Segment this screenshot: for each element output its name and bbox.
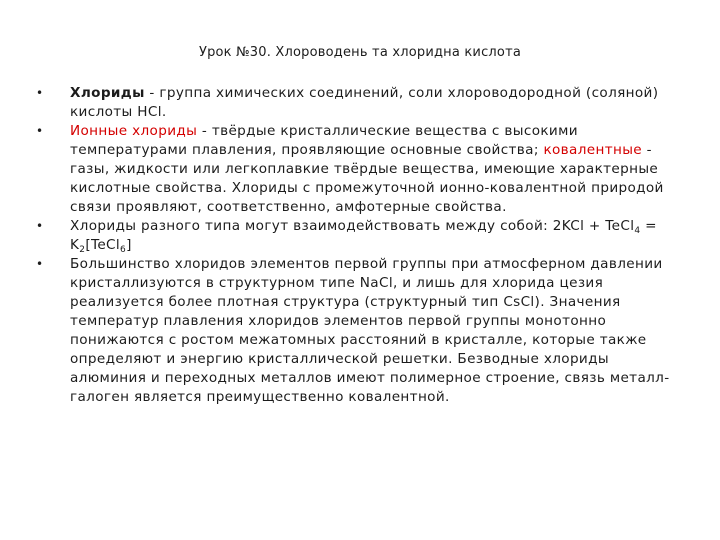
ionic-description: - твёрдые кристаллические вещества с высокими температурами плавления, проявляющие основные свойства; xyxy=(70,123,578,158)
first-group-paragraph: Большинство хлоридов элементов первой группы при атмосферном давлении кристаллизуются в структурном типе NaCl, и лишь для хлорида цезия реализуется более плотная структура (структурный тип CsCl). Значения температур плавления хлоридов элементов первой группы монотонно понижаются с ростом межатомных расстояний в кристалле, которые также определяют и энергию кристаллической решетки. Безводные хлориды алюминия и переходных металлов имеют полимерное строение, связь металл-галоген является преимущественно ковалентной. xyxy=(70,256,670,405)
bullet-item-first-group xyxy=(36,255,686,407)
bullet-item-reaction xyxy=(36,217,686,255)
bullet-dot-icon: • xyxy=(36,124,44,138)
bullet-list xyxy=(36,84,686,407)
bullet-dot-icon: • xyxy=(36,257,44,271)
term-covalent: ковалентные xyxy=(543,142,642,158)
bullet-dot-icon: • xyxy=(36,219,44,233)
bullet-dot-icon: • xyxy=(36,86,44,100)
reaction-text-b: = K xyxy=(70,218,657,253)
bullet-item-chloride-types xyxy=(36,122,686,217)
term-ionic-chlorides: Ионные хлориды xyxy=(70,123,198,139)
term-chlorides: Хлориды xyxy=(70,85,145,101)
reaction-text-c: [TeCl xyxy=(85,237,121,253)
reaction-subscript-b: 2 xyxy=(79,245,86,255)
reaction-subscript-c: 6 xyxy=(120,245,127,255)
reaction-subscript-a: 4 xyxy=(634,226,641,236)
reaction-text-d: ] xyxy=(126,237,132,253)
reaction-text-a: Хлориды разного типа могут взаимодействовать между собой: 2KCl + TeCl xyxy=(70,218,635,234)
slide-title: Урок №30. Хлороводень та хлоридна кислота xyxy=(198,45,522,60)
bullet-item-chlorides xyxy=(36,84,686,122)
definition-text: - группа химических соединений, соли хлороводородной (соляной) кислоты HCl. xyxy=(70,85,659,120)
covalent-description: - газы, жидкости или легкоплавкие твёрдые вещества, имеющие характерные кислотные свойства. Хлориды с промежуточной ионно-ковалентной природой связи проявляют, соответственно, амфотерные свойства. xyxy=(70,142,664,215)
